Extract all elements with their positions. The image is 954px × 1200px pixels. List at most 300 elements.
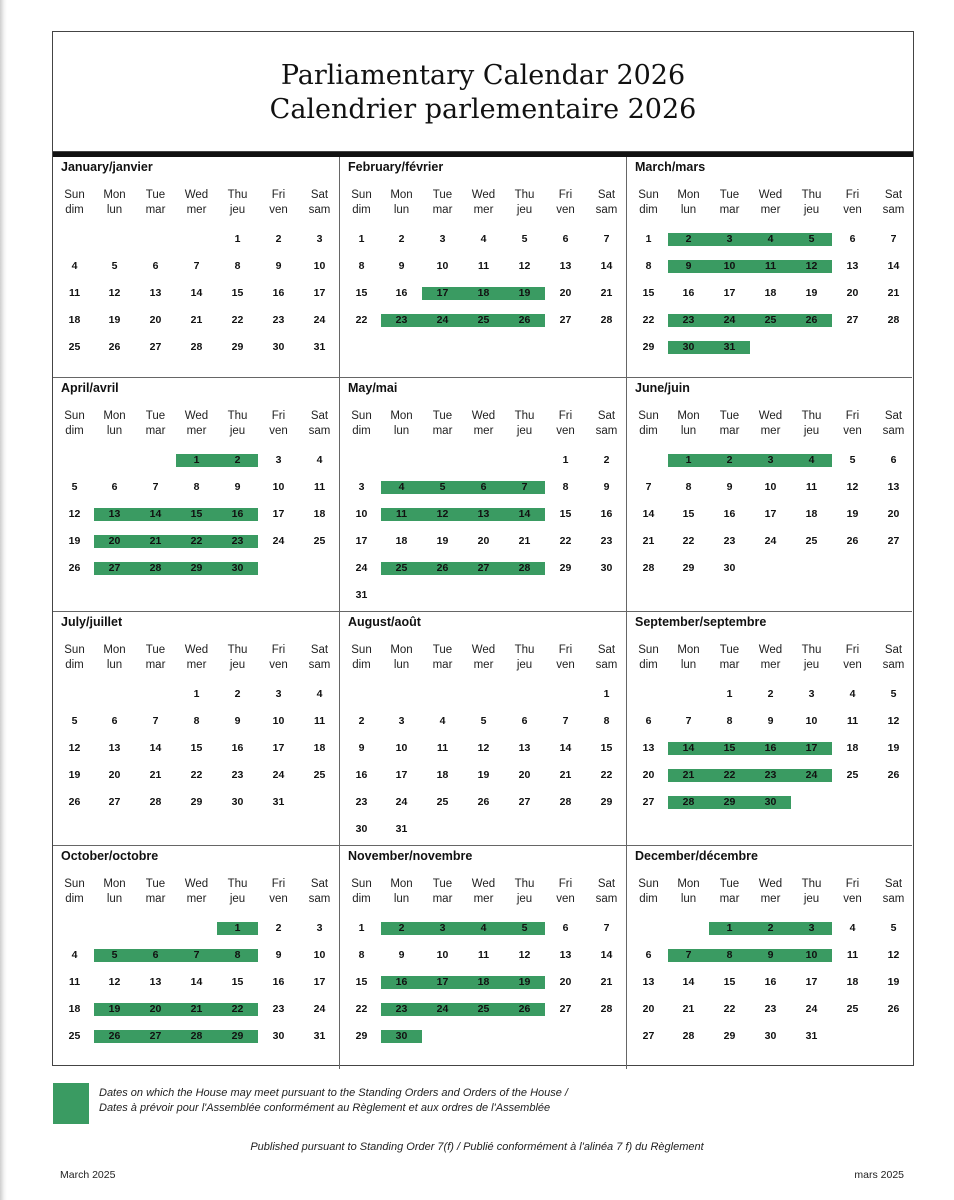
- calendar-day: 13: [642, 742, 655, 754]
- calendar-day: 10: [313, 260, 326, 272]
- title-french: Calendrier parlementaire 2026: [269, 94, 697, 125]
- legend-french: Dates à prévoir pour l'Assemblée conformément au Règlement et aux ordres de l'Assemblée: [99, 1102, 551, 1114]
- weekday-header: [709, 643, 750, 673]
- calendar-day: 20: [887, 508, 900, 520]
- sitting-day: 22: [176, 535, 217, 548]
- calendar-day: 24: [355, 562, 368, 574]
- calendar-day: 20: [559, 287, 572, 299]
- calendar-day: 20: [518, 769, 531, 781]
- calendar-day: 25: [846, 1003, 859, 1015]
- weekday-header: [94, 643, 135, 673]
- calendar-day: 8: [685, 481, 692, 493]
- sitting-day: 9: [750, 949, 791, 962]
- weekday-english: Thu: [227, 878, 248, 890]
- sitting-day: 31: [709, 341, 750, 354]
- calendar-day: 17: [805, 976, 818, 988]
- calendar-day: 8: [358, 949, 365, 961]
- calendar-day: 7: [193, 260, 200, 272]
- weekday-english: Mon: [103, 410, 126, 422]
- weekday-french: mer: [186, 425, 207, 437]
- sitting-day: 29: [176, 562, 217, 575]
- sitting-day: 28: [176, 1030, 217, 1043]
- weekday-header: [217, 877, 258, 907]
- calendar-day: 23: [355, 796, 368, 808]
- calendar-day: 25: [68, 341, 81, 353]
- sitting-day: 27: [463, 562, 504, 575]
- weekday-english: Wed: [758, 189, 783, 201]
- weekday-header: [586, 188, 627, 218]
- sitting-day: 21: [135, 535, 176, 548]
- calendar-day: 19: [846, 508, 859, 520]
- sitting-day: 26: [504, 314, 545, 327]
- calendar-day: 15: [559, 508, 572, 520]
- weekday-english: Thu: [514, 189, 535, 201]
- weekday-english: Tue: [145, 644, 166, 656]
- weekday-french: mar: [719, 204, 740, 216]
- weekday-english: Sun: [638, 189, 659, 201]
- calendar-day: 30: [231, 796, 244, 808]
- calendar-day: 17: [272, 508, 285, 520]
- weekday-header: [135, 877, 176, 907]
- weekday-french: ven: [843, 893, 862, 905]
- weekday-french: mer: [760, 204, 781, 216]
- legend-english: Dates on which the House may meet pursuant to the Standing Orders and Orders of the House /: [99, 1087, 568, 1099]
- sitting-day: 14: [668, 742, 709, 755]
- calendar-day: 12: [518, 949, 531, 961]
- calendar-day: 7: [152, 715, 159, 727]
- weekday-header: [750, 188, 791, 218]
- weekday-english: Fri: [845, 644, 860, 656]
- calendar-day: 6: [849, 233, 856, 245]
- calendar-day: 1: [358, 922, 365, 934]
- legend-text: [99, 1086, 568, 1116]
- weekday-header: [586, 643, 627, 673]
- weekday-english: Wed: [471, 410, 496, 422]
- weekday-english: Fri: [558, 410, 573, 422]
- calendar-day: 31: [313, 341, 326, 353]
- calendar-day: 22: [600, 769, 613, 781]
- sitting-day: 4: [463, 922, 504, 935]
- weekday-header: [791, 409, 832, 439]
- weekday-header: [628, 643, 669, 673]
- month-name: July/juillet: [61, 615, 123, 629]
- calendar-day: 5: [890, 922, 897, 934]
- calendar-frame: [52, 31, 914, 1066]
- calendar-day: 26: [887, 769, 900, 781]
- weekday-english: Tue: [145, 878, 166, 890]
- calendar-day: 23: [764, 1003, 777, 1015]
- sitting-day: 6: [463, 481, 504, 494]
- calendar-day: 26: [68, 562, 81, 574]
- weekday-header: [341, 188, 382, 218]
- weekday-french: jeu: [229, 659, 246, 671]
- page-edge-shadow: [0, 0, 7, 1200]
- weekday-header: [176, 877, 217, 907]
- calendar-day: 1: [234, 233, 241, 245]
- weekday-english: Mon: [677, 878, 700, 890]
- sitting-day: 2: [381, 922, 422, 935]
- calendar-day: 29: [559, 562, 572, 574]
- calendar-day: 7: [152, 481, 159, 493]
- sitting-day: 16: [750, 742, 791, 755]
- calendar-day: 16: [355, 769, 368, 781]
- calendar-day: 22: [642, 314, 655, 326]
- calendar-day: 12: [887, 949, 900, 961]
- sitting-day: 3: [750, 454, 791, 467]
- sitting-day: 20: [94, 535, 135, 548]
- weekday-french: dim: [639, 425, 658, 437]
- sitting-day: 30: [381, 1030, 422, 1043]
- weekday-french: jeu: [803, 204, 820, 216]
- weekday-header: [341, 643, 382, 673]
- weekday-french: mar: [432, 204, 453, 216]
- calendar-day: 21: [149, 769, 162, 781]
- weekday-french: lun: [106, 204, 123, 216]
- weekday-french: dim: [639, 893, 658, 905]
- calendar-day: 18: [805, 508, 818, 520]
- sitting-day: 16: [381, 976, 422, 989]
- calendar-day: 3: [808, 688, 815, 700]
- sitting-day: 25: [463, 1003, 504, 1016]
- month-name: November/novembre: [348, 849, 473, 863]
- title-english: Parliamentary Calendar 2026: [280, 60, 686, 91]
- calendar-day: 4: [439, 715, 446, 727]
- weekday-french: lun: [680, 893, 697, 905]
- weekday-header: [258, 409, 299, 439]
- calendar-day: 6: [521, 715, 528, 727]
- weekday-header: [750, 643, 791, 673]
- calendar-day: 27: [559, 314, 572, 326]
- weekday-french: lun: [680, 425, 697, 437]
- weekday-english: Thu: [514, 878, 535, 890]
- calendar-day: 6: [562, 922, 569, 934]
- calendar-day: 13: [559, 949, 572, 961]
- sitting-day: 28: [135, 562, 176, 575]
- calendar-day: 10: [805, 715, 818, 727]
- weekday-header: [750, 877, 791, 907]
- sitting-day: 7: [176, 949, 217, 962]
- weekday-header: [545, 409, 586, 439]
- weekday-french: mer: [186, 204, 207, 216]
- weekday-header: [381, 409, 422, 439]
- weekday-english: Tue: [719, 189, 740, 201]
- calendar-day: 26: [477, 796, 490, 808]
- weekday-french: dim: [65, 659, 84, 671]
- calendar-day: 15: [600, 742, 613, 754]
- weekday-french: sam: [595, 425, 618, 437]
- sitting-day: 29: [709, 796, 750, 809]
- calendar-day: 22: [682, 535, 695, 547]
- calendar-day: 17: [313, 976, 326, 988]
- weekday-header: [873, 643, 914, 673]
- weekday-header: [135, 643, 176, 673]
- calendar-day: 10: [395, 742, 408, 754]
- calendar-day: 20: [149, 314, 162, 326]
- sitting-day: 28: [668, 796, 709, 809]
- month-block: [340, 157, 627, 378]
- calendar-day: 5: [71, 715, 78, 727]
- weekday-english: Thu: [801, 878, 822, 890]
- weekday-header: [217, 643, 258, 673]
- month-name: February/février: [348, 160, 444, 174]
- sitting-day: 3: [709, 233, 750, 246]
- weekday-english: Mon: [103, 644, 126, 656]
- calendar-day: 11: [436, 742, 449, 754]
- weekday-header: [586, 877, 627, 907]
- weekday-english: Wed: [471, 644, 496, 656]
- weekday-french: mer: [473, 425, 494, 437]
- calendar-day: 24: [272, 535, 285, 547]
- calendar-day: 11: [313, 481, 326, 493]
- weekday-header: [341, 877, 382, 907]
- calendar-day: 28: [642, 562, 655, 574]
- calendar-day: 10: [272, 715, 285, 727]
- weekday-french: lun: [106, 425, 123, 437]
- weekday-english: Thu: [514, 410, 535, 422]
- calendar-day: 9: [398, 949, 405, 961]
- calendar-day: 16: [723, 508, 736, 520]
- weekday-english: Mon: [390, 189, 413, 201]
- calendar-day: 23: [272, 1003, 285, 1015]
- calendar-day: 15: [642, 287, 655, 299]
- sitting-day: 8: [709, 949, 750, 962]
- sitting-day: 3: [422, 922, 463, 935]
- calendar-day: 31: [313, 1030, 326, 1042]
- calendar-day: 17: [723, 287, 736, 299]
- weekday-english: Fri: [845, 410, 860, 422]
- sitting-day: 30: [217, 562, 258, 575]
- calendar-day: 23: [272, 314, 285, 326]
- weekday-english: Sat: [310, 878, 329, 890]
- weekday-header: [217, 409, 258, 439]
- sitting-day: 11: [381, 508, 422, 521]
- calendar-day: 16: [231, 742, 244, 754]
- weekday-french: mar: [145, 204, 166, 216]
- weekday-english: Sun: [64, 189, 85, 201]
- weekday-french: jeu: [516, 893, 533, 905]
- weekday-english: Fri: [271, 189, 286, 201]
- weekday-english: Thu: [801, 189, 822, 201]
- calendar-day: 28: [190, 341, 203, 353]
- calendar-day: 8: [358, 260, 365, 272]
- calendar-day: 16: [682, 287, 695, 299]
- calendar-day: 23: [723, 535, 736, 547]
- weekday-french: ven: [556, 204, 575, 216]
- weekday-english: Wed: [184, 878, 209, 890]
- calendar-day: 4: [71, 260, 78, 272]
- weekday-english: Tue: [719, 878, 740, 890]
- calendar-day: 3: [316, 233, 323, 245]
- weekday-french: sam: [308, 204, 331, 216]
- calendar-day: 11: [846, 715, 859, 727]
- weekday-english: Thu: [801, 410, 822, 422]
- weekday-header: [504, 409, 545, 439]
- calendar-day: 29: [600, 796, 613, 808]
- weekday-french: sam: [595, 893, 618, 905]
- calendar-day: 10: [436, 949, 449, 961]
- calendar-day: 12: [887, 715, 900, 727]
- weekday-english: Mon: [677, 410, 700, 422]
- calendar-day: 14: [559, 742, 572, 754]
- calendar-day: 12: [108, 287, 121, 299]
- calendar-day: 19: [68, 535, 81, 547]
- legend-swatch: [53, 1083, 89, 1124]
- weekday-header: [709, 409, 750, 439]
- calendar-day: 28: [682, 1030, 695, 1042]
- sitting-day: 9: [668, 260, 709, 273]
- weekday-header: [299, 409, 340, 439]
- weekday-french: mar: [432, 425, 453, 437]
- sitting-day: 19: [94, 1003, 135, 1016]
- weekday-english: Wed: [184, 410, 209, 422]
- weekday-french: mar: [145, 659, 166, 671]
- sitting-day: 16: [217, 508, 258, 521]
- weekday-english: Fri: [558, 644, 573, 656]
- weekday-header: [341, 409, 382, 439]
- calendar-day: 10: [272, 481, 285, 493]
- calendar-day: 9: [275, 260, 282, 272]
- calendar-day: 7: [685, 715, 692, 727]
- calendar-day: 21: [887, 287, 900, 299]
- sitting-day: 13: [463, 508, 504, 521]
- calendar-day: 19: [887, 742, 900, 754]
- weekday-header: [422, 409, 463, 439]
- publication-note: Published pursuant to Standing Order 7(f) / Publié conformément à l'alinéa 7 f) du Règlement: [250, 1141, 704, 1153]
- weekday-header: [176, 188, 217, 218]
- weekday-french: sam: [882, 659, 905, 671]
- sitting-day: 17: [791, 742, 832, 755]
- weekday-english: Tue: [432, 644, 453, 656]
- weekday-english: Sun: [638, 644, 659, 656]
- calendar-day: 28: [149, 796, 162, 808]
- sitting-day: 1: [176, 454, 217, 467]
- calendar-day: 26: [846, 535, 859, 547]
- sitting-day: 25: [750, 314, 791, 327]
- weekday-header: [422, 188, 463, 218]
- calendar-day: 10: [355, 508, 368, 520]
- month-block: [53, 846, 340, 1069]
- weekday-english: Sun: [64, 410, 85, 422]
- calendar-day: 31: [805, 1030, 818, 1042]
- sitting-day: 5: [504, 922, 545, 935]
- calendar-day: 6: [645, 949, 652, 961]
- calendar-day: 11: [805, 481, 818, 493]
- calendar-day: 9: [275, 949, 282, 961]
- calendar-day: 13: [887, 481, 900, 493]
- weekday-header: [545, 188, 586, 218]
- weekday-english: Wed: [471, 878, 496, 890]
- weekday-french: jeu: [229, 893, 246, 905]
- calendar-day: 9: [234, 481, 241, 493]
- calendar-day: 8: [603, 715, 610, 727]
- calendar-day: 9: [358, 742, 365, 754]
- calendar-day: 19: [436, 535, 449, 547]
- calendar-day: 11: [68, 287, 81, 299]
- calendar-day: 15: [231, 287, 244, 299]
- weekday-header: [873, 409, 914, 439]
- weekday-french: mar: [145, 893, 166, 905]
- calendar-day: 29: [231, 341, 244, 353]
- weekday-english: Fri: [845, 189, 860, 201]
- weekday-english: Mon: [390, 878, 413, 890]
- weekday-header: [176, 409, 217, 439]
- weekday-english: Sat: [597, 410, 616, 422]
- calendar-day: 7: [562, 715, 569, 727]
- calendar-day: 27: [887, 535, 900, 547]
- weekday-header: [381, 643, 422, 673]
- calendar-day: 27: [149, 341, 162, 353]
- weekday-header: [832, 409, 873, 439]
- calendar-day: 28: [887, 314, 900, 326]
- weekday-english: Sat: [597, 878, 616, 890]
- weekday-english: Tue: [145, 410, 166, 422]
- weekday-header: [258, 643, 299, 673]
- month-block: [53, 378, 340, 612]
- sitting-day: 14: [135, 508, 176, 521]
- calendar-day: 6: [562, 233, 569, 245]
- calendar-day: 19: [805, 287, 818, 299]
- weekday-english: Sun: [638, 410, 659, 422]
- sitting-day: 15: [176, 508, 217, 521]
- calendar-day: 8: [193, 481, 200, 493]
- calendar-day: 22: [355, 314, 368, 326]
- month-name: January/janvier: [61, 160, 153, 174]
- weekday-english: Sat: [597, 189, 616, 201]
- calendar-day: 29: [355, 1030, 368, 1042]
- weekday-french: dim: [352, 204, 371, 216]
- calendar-day: 19: [887, 976, 900, 988]
- sitting-day: 26: [422, 562, 463, 575]
- weekday-header: [135, 409, 176, 439]
- weekday-header: [873, 188, 914, 218]
- calendar-day: 10: [764, 481, 777, 493]
- weekday-english: Mon: [390, 410, 413, 422]
- weekday-french: mer: [760, 893, 781, 905]
- calendar-day: 1: [358, 233, 365, 245]
- weekday-french: jeu: [803, 659, 820, 671]
- calendar-day: 27: [846, 314, 859, 326]
- calendar-day: 1: [193, 688, 200, 700]
- weekday-french: mar: [145, 425, 166, 437]
- weekday-header: [628, 188, 669, 218]
- sitting-day: 24: [422, 314, 463, 327]
- weekday-french: jeu: [803, 425, 820, 437]
- weekday-french: jeu: [229, 204, 246, 216]
- sitting-day: 6: [135, 949, 176, 962]
- weekday-header: [832, 188, 873, 218]
- weekday-french: lun: [393, 204, 410, 216]
- weekday-french: mer: [473, 893, 494, 905]
- calendar-day: 16: [764, 976, 777, 988]
- calendar-day: 9: [767, 715, 774, 727]
- title-box: [53, 32, 913, 152]
- calendar-day: 21: [642, 535, 655, 547]
- weekday-french: sam: [595, 204, 618, 216]
- calendar-day: 25: [313, 535, 326, 547]
- weekday-header: [668, 409, 709, 439]
- weekday-header: [463, 188, 504, 218]
- sitting-day: 12: [422, 508, 463, 521]
- calendar-day: 4: [849, 688, 856, 700]
- sitting-day: 5: [94, 949, 135, 962]
- weekday-french: ven: [556, 425, 575, 437]
- calendar-day: 28: [559, 796, 572, 808]
- calendar-day: 14: [190, 287, 203, 299]
- weekday-french: mer: [186, 893, 207, 905]
- calendar-day: 28: [600, 314, 613, 326]
- weekday-english: Mon: [390, 644, 413, 656]
- calendar-day: 30: [272, 341, 285, 353]
